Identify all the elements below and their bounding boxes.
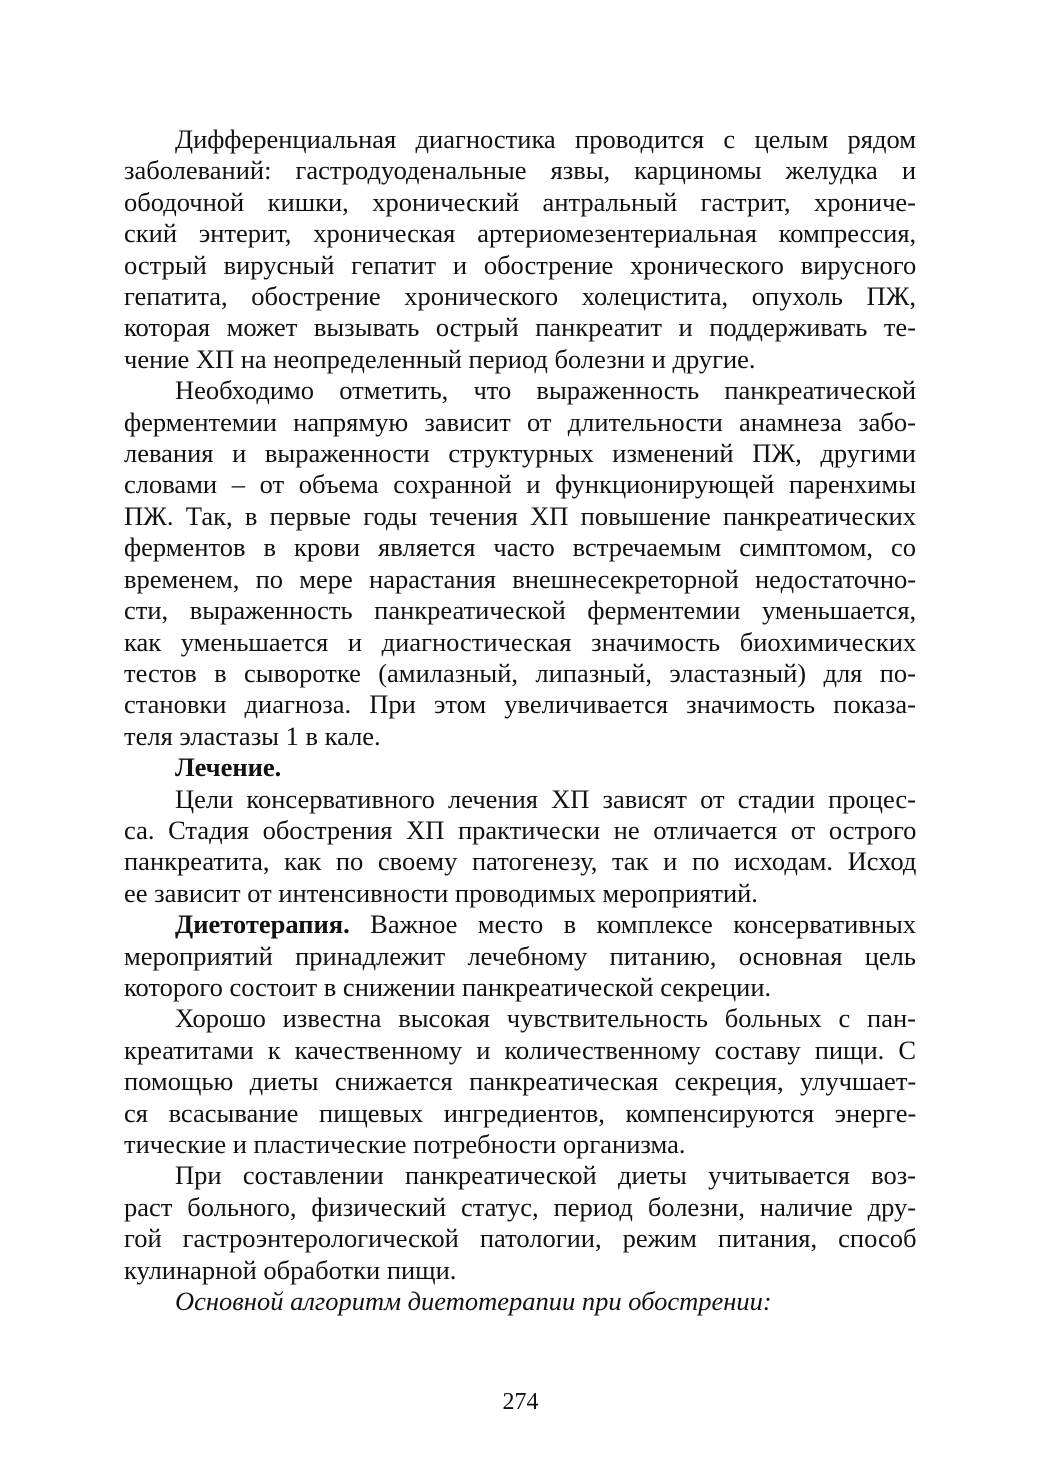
text-line: ферментов в крови является часто встречаемым симптомом, со	[124, 532, 916, 563]
text-line: временем, по мере нарастания внешнесекреторной недостаточно-	[124, 563, 917, 594]
text-line: са. Стадия обострения ХП практически не отличается от острого	[124, 814, 917, 845]
page-body	[124, 124, 916, 1317]
text-line: тестов в сыворотке (амилазный, липазный, эластазный) для по-	[124, 657, 916, 688]
text-line: раст больного, физический статус, период болезни, наличие дру-	[124, 1191, 917, 1222]
text-line: мероприятий принадлежит лечебному питанию, основная цель	[124, 940, 916, 971]
text-line: При составлении панкреатической диеты учитывается воз-	[175, 1160, 916, 1191]
text-line: которого состоит в снижении панкреатической секреции.	[124, 971, 772, 1002]
text-line: ский энтерит, хроническая артериомезентериальная компрессия,	[124, 218, 917, 249]
page-number: 274	[502, 1389, 539, 1415]
text-line: левания и выраженности структурных изменений ПЖ, другими	[124, 438, 916, 469]
text-line: чение ХП на неопределенный период болезни и другие.	[124, 343, 756, 374]
text-line: креатитами к качественному и количественному составу пищи. С	[124, 1034, 916, 1065]
paragraph-differential-diagnosis	[124, 124, 916, 375]
text-line: Необходимо отметить, что выраженность панкреатической	[175, 375, 916, 406]
paragraph-diet-therapy	[124, 909, 916, 1003]
text-line: острый вирусный гепатит и обострение хронического вирусного	[124, 249, 917, 280]
text-line: Дифференциальная диагностика проводится с целым рядом	[175, 124, 916, 154]
inline-heading-diet-therapy: Диетотерапия.	[175, 909, 350, 940]
text-line	[124, 909, 916, 940]
paragraph-fermentemia	[124, 375, 916, 752]
paragraph-diet-composition	[124, 1160, 916, 1286]
text-line: ферментемии напрямую зависит от длительности анамнеза забо-	[124, 406, 916, 437]
text-line: помощью диеты снижается панкреатическая секреция, улучшает-	[124, 1066, 917, 1097]
paragraph-sensitivity	[124, 1003, 916, 1160]
text-line: кулинарной обработки пищи.	[124, 1254, 457, 1285]
text-line: заболеваний: гастродуоденальные язвы, карциномы желудка и	[124, 155, 917, 186]
text-line: теля эластазы 1 в кале.	[124, 720, 381, 751]
text-line: словами – от объема сохранной и функционирующей паренхимы	[124, 469, 916, 500]
text-line: гепатита, обострение хронического холецистита, опухоль ПЖ,	[124, 281, 916, 312]
text-line: ПЖ. Так, в первые годы течения ХП повышение панкреатических	[124, 500, 916, 531]
text-line: Хорошо известна высокая чувствительность больных с пан-	[175, 1003, 916, 1034]
text-run: Важное место в комплексе консервативных	[349, 909, 916, 940]
text-line: тические и пластические потребности организма.	[124, 1129, 686, 1159]
section-heading-treatment: Лечение.	[175, 752, 282, 783]
paragraph-treatment-goals	[124, 784, 916, 910]
text-line: ободочной кишки, хронический антральный гастрит, хрониче-	[124, 186, 916, 217]
text-line: сти, выраженность панкреатической ферментемии уменьшается,	[124, 595, 917, 626]
text-line: гой гастроэнтерологической патологии, режим питания, способ	[124, 1223, 917, 1254]
text-line: становки диагноза. При этом увеличивается значимость показа-	[124, 689, 916, 720]
text-line: Цели консервативного лечения ХП зависят от стадии процес-	[175, 783, 916, 814]
text-line: панкреатита, как по своему патогенезу, так и по исходам. Исход	[124, 846, 917, 877]
text-line: ее зависит от интенсивности проводимых мероприятий.	[124, 877, 758, 908]
text-line: которая может вызывать острый панкреатит и поддерживать те-	[124, 312, 916, 343]
text-line: ся всасывание пищевых ингредиентов, компенсируются энерге-	[124, 1097, 917, 1128]
text-line: как уменьшается и диагностическая значимость биохимических	[124, 626, 917, 657]
italic-subheading-algorithm: Основной алгоритм диетотерапии при обострении:	[175, 1286, 772, 1317]
